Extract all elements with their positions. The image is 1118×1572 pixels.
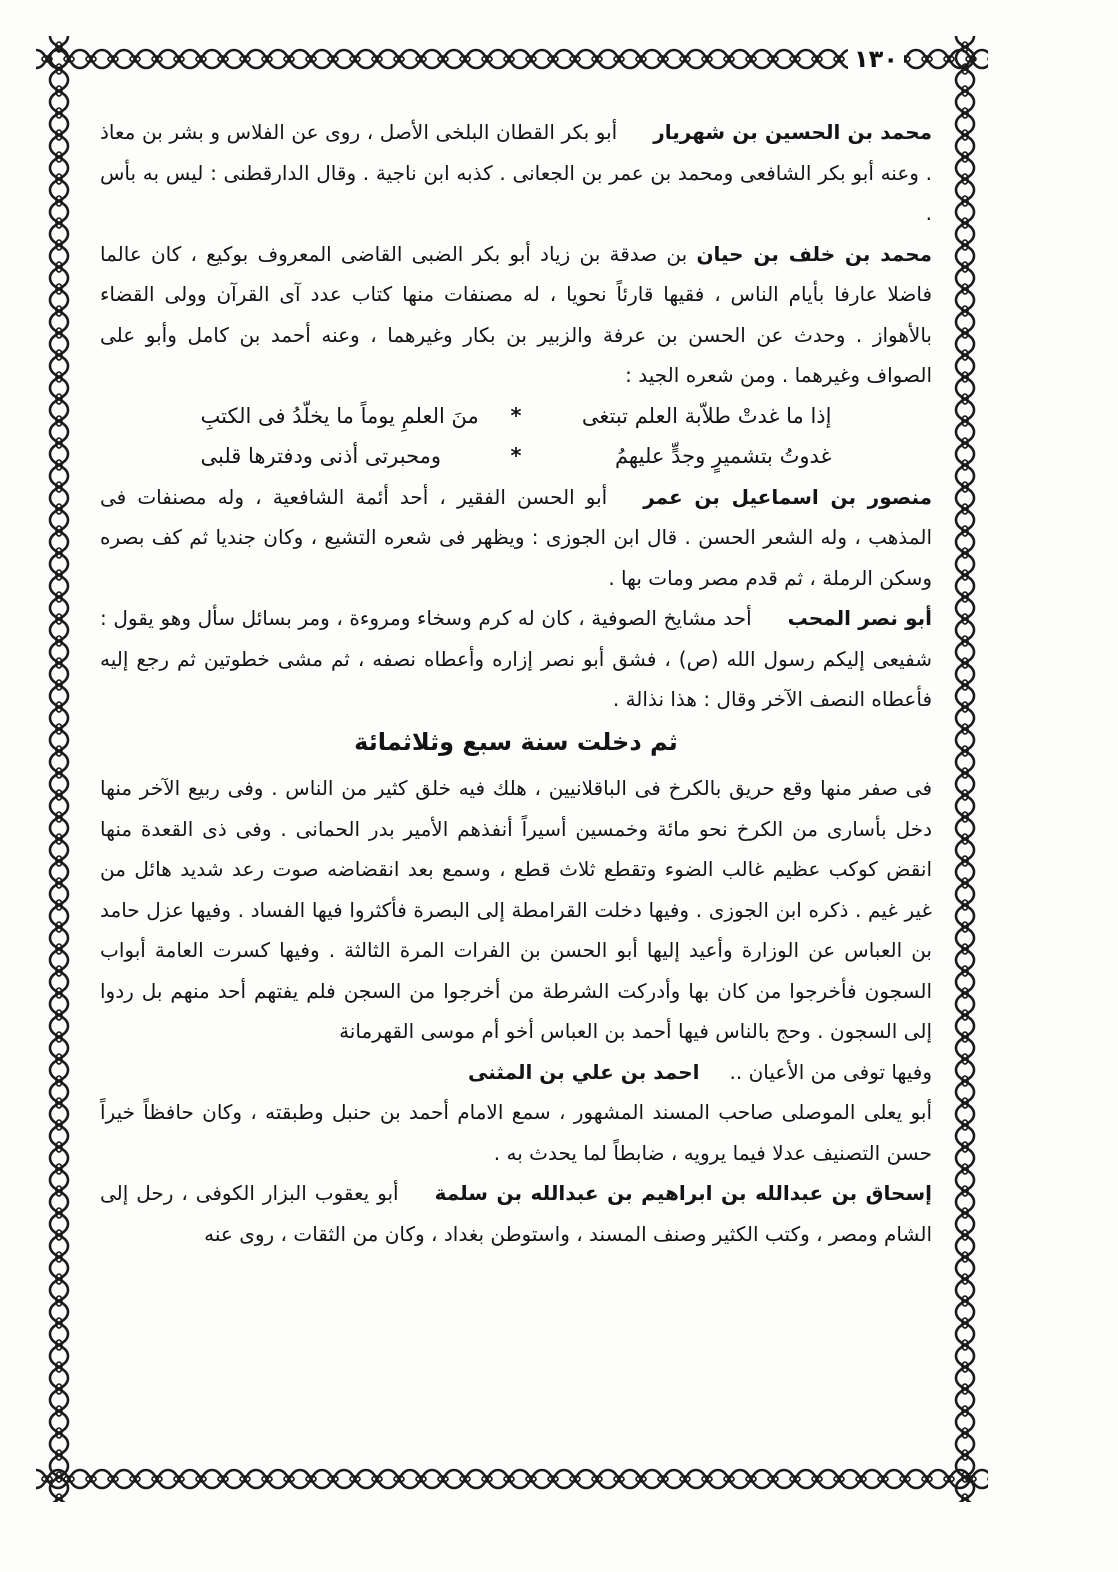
page-number: ١٣٠ (848, 44, 904, 74)
verse-first-hemistich: غدوتُ بتشميرٍ وجدٍّ عليهمُ (614, 444, 832, 468)
entry-name: محمد بن الحسين بن شهريار (653, 120, 933, 144)
biography-entry (100, 1092, 932, 1173)
ornamental-border-left (36, 36, 82, 1502)
entry-text: أبو يعلى الموصلى صاحب المسند المشهور ، سمع الامام أحمد بن حنبل وطبقته ، وكان حافظاً خيراً حسن التصنيف عدلا فيما يرويه ، ضابطاً لما يحدث به . (100, 1100, 932, 1165)
page-body (100, 112, 932, 1442)
section-text: فى صفر منها وقع حريق بالكرخ فى الباقلانيين ، هلك فيه خلق كثير من الناس . وفى ربيع الآخر منها دخل بأسارى من الكرخ نحو مائة وخمسين أسيراً أنفذهم الأمير بدر الحمانى . وفى ذى القعدة منها انقض كوكب عظيم غالب الضوء وتقطع ثلاث قطع ، وسمع بعد انقضاضه صوت رعد شديد هائل من غير غيم . ذكره ابن الجوزى . وفيها دخلت القرامطة إلى البصرة فأكثروا فيها الفساد . وفيها عزل حامد بن العباس عن الوزارة وأعيد إليها أبو الحسن بن الفرات المرة الثالثة . وفيها كسرت العامة أبواب السجون فأخرجوا من كان بها وأدركت الشرطة من أخرجوا من السجن فلم يفتهم أحد منهم بل ردوا إلى السجون . وحج بالناس فيها أحمد بن العباس أخو أم موسى القهرمانة (100, 776, 932, 1043)
verse-second-hemistich: منَ العلمِ يوماً ما يخلّدُ فى الكتبِ (200, 403, 479, 428)
verse-first-hemistich: إذا ما غدتْ طلاّبة العلم تبتغى (581, 403, 832, 428)
deaths-intro: وفيها توفى من الأعيان .. (729, 1059, 932, 1084)
verse-separator: * (510, 403, 522, 428)
biography-entry (100, 1173, 932, 1254)
entry-name: احمد بن علي بن المثنى (468, 1059, 700, 1084)
entry-text: أبو يعقوب البزار الكوفى ، رحل إلى الشام ومصر ، وكتب الكثير وصنف المسند ، واستوطن بغداد ، وكان من الثقات ، روى عنه (100, 1181, 932, 1246)
entry-name: أبو نصر المحب (787, 606, 932, 630)
poem-verse (100, 396, 932, 437)
verse-separator: * (510, 444, 522, 468)
entry-name: منصور بن اسماعيل بن عمر (643, 484, 932, 509)
entry-text: أبو بكر القطان البلخى الأصل ، روى عن الفلاس و بشر بن معاذ . وعنه أبو بكر الشافعى ومحمد بن عمر بن الجعانى . كذبه ابن ناجية . وقال الدارقطنى : ليس به بأس . (100, 120, 932, 225)
section-heading: ثم دخلت سنة سبع وثلاثمائة (354, 727, 678, 756)
deaths-intro-line (100, 1052, 932, 1093)
biography-entry (100, 477, 932, 599)
ornamental-border-bottom (36, 1456, 988, 1502)
section-paragraph (100, 768, 932, 1052)
ornamental-border-top (36, 36, 988, 82)
biography-entry (100, 598, 932, 720)
ornamental-border-right (942, 36, 988, 1502)
entry-text: أبو الحسن الفقير ، أحد أئمة الشافعية ، وله مصنفات فى المذهب ، وله الشعر الحسن . قال ابن الجوزى : ويظهر فى شعره التشيع ، وكان جنديا ثم كف بصره وسكن الرملة ، ثم قدم مصر ومات بها . (100, 484, 932, 590)
verse-second-hemistich: ومحبرتى أذنى ودفترها قلبى (200, 444, 442, 468)
entry-name: إسحاق بن عبدالله بن ابراهيم بن عبدالله بن سلمة (434, 1181, 932, 1205)
biography-entry (100, 112, 932, 234)
entry-text: أحد مشايخ الصوفية ، كان له كرم وسخاء ومروءة ، ومر بسائل سأل وهو يقول : شفيعى إليكم رسول الله (ص) ، فشق أبو نصر إزاره وأعطاه نصفه ، ثم مشى خطوتين ثم رجع إليه فأعطاه النصف الآخر وقال : هذا نذالة . (100, 606, 932, 711)
entry-text: بن صدقة بن زياد أبو بكر الضبى القاضى المعروف بوكيع ، كان عالما فاضلا عارفا بأيام الناس ، فقيها قارئاً نحويا ، له مصنفات منها كتاب عدد آى القرآن وولى القضاء بالأهواز . وحدث عن الحسن بن عرفة والزبير بن بكار وغيرهما ، وعنه أحمد بن كامل وأبو على الصواف وغيرهما . ومن شعره الجيد : (100, 241, 932, 387)
biography-entry (100, 234, 932, 396)
poem-verse (100, 436, 932, 477)
entry-name: محمد بن خلف بن حيان (696, 241, 932, 266)
